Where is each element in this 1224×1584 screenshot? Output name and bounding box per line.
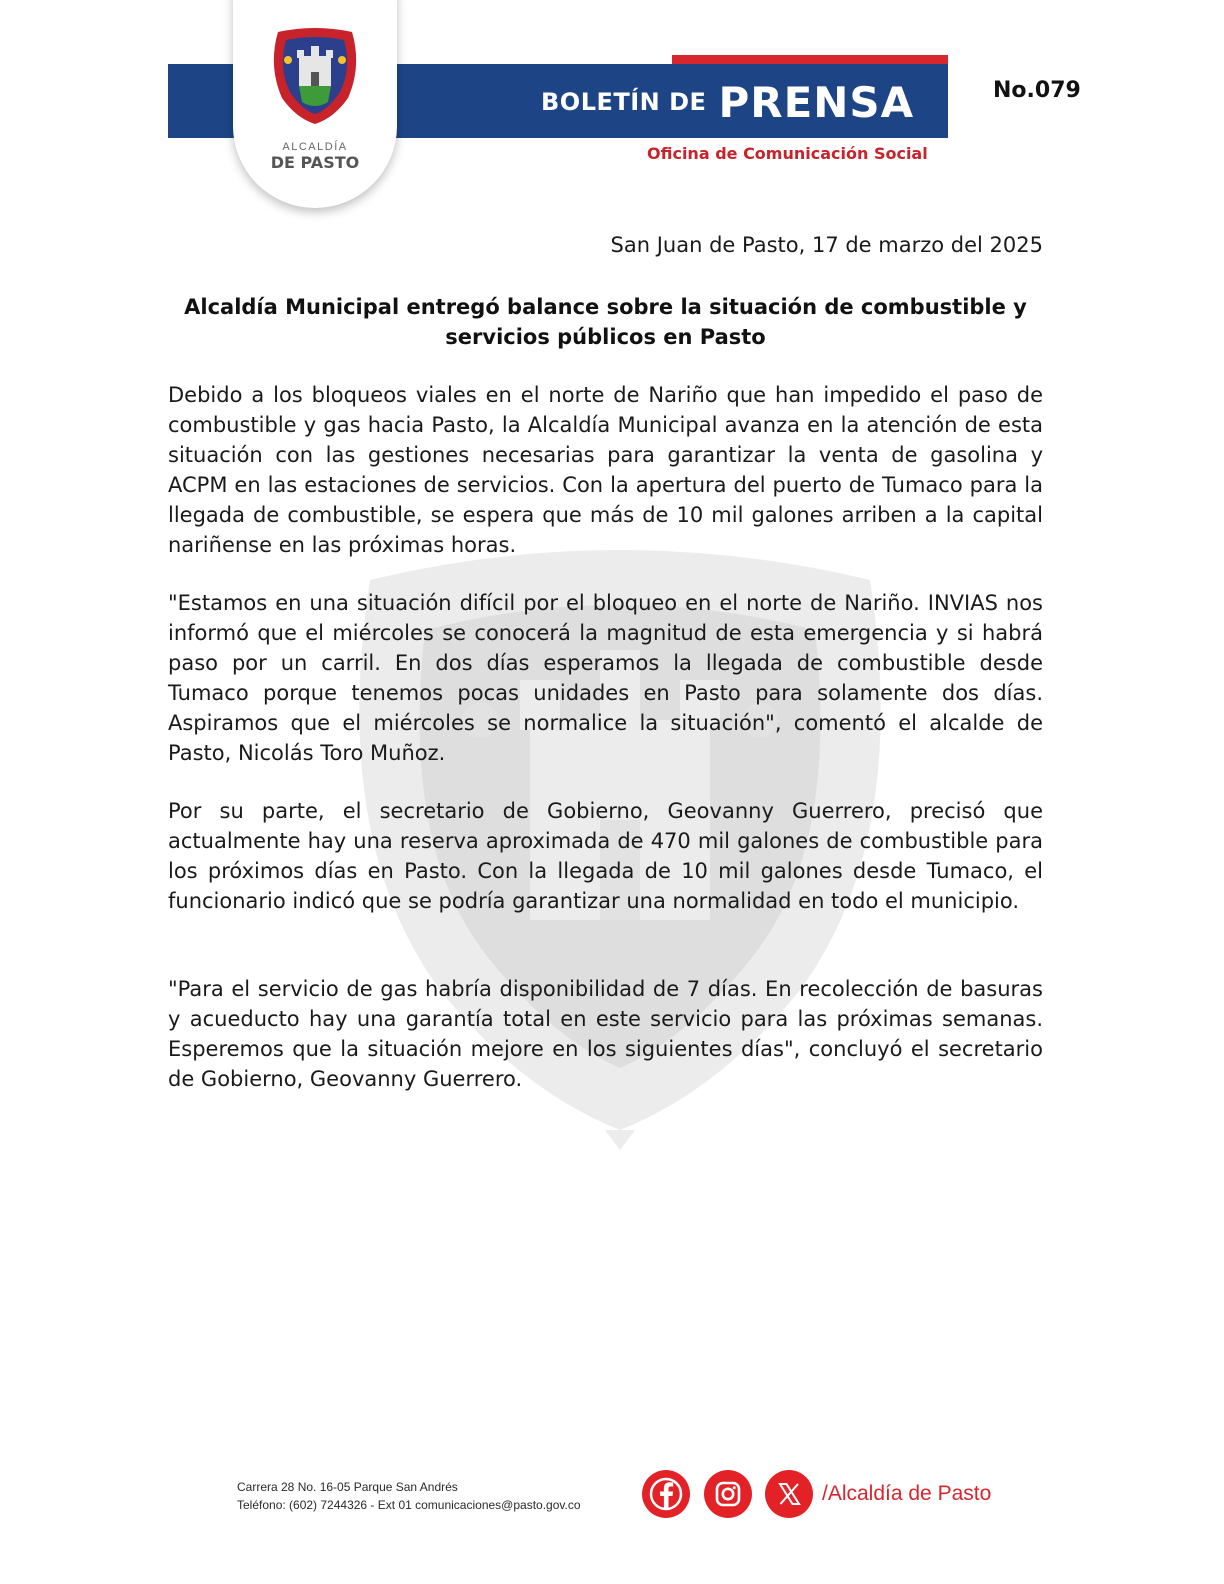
logo-card <box>233 0 397 208</box>
release-date: San Juan de Pasto, 17 de marzo del 2025 <box>610 233 1043 257</box>
office-name: Oficina de Comunicación Social <box>647 144 928 163</box>
bulletin-number: No.079 <box>993 78 1081 103</box>
coat-of-arms-icon <box>268 26 362 126</box>
headline-line-2: servicios públicos en Pasto <box>445 325 766 349</box>
paragraph-2: "Estamos en una situación difícil por el bloqueo en el norte de Nariño. INVIAS nos informó que el miércoles se conocerá la magnitud de esta emergencia y si habrá paso por un carril. En dos días esperamos la llegada de combustible desde Tumaco porque tenemos pocas unidades en Pasto para solamente dos días. Aspiramos que el miércoles se normalice la situación", comentó el alcalde de Pasto, Nicolás Toro Muñoz. <box>168 591 1043 765</box>
x-glyph-icon <box>765 1470 813 1518</box>
bulletin-title-big: PRENSA <box>718 77 915 127</box>
instagram-icon[interactable] <box>704 1470 752 1518</box>
facebook-icon[interactable] <box>642 1470 690 1518</box>
logo-text-alcaldia: ALCALDÍA <box>282 141 348 153</box>
x-icon[interactable] <box>765 1470 813 1518</box>
facebook-glyph-icon <box>642 1470 690 1518</box>
headline <box>168 292 1043 352</box>
bulletin-title-small: BOLETÍN DE <box>541 88 707 116</box>
footer-address <box>237 1478 581 1514</box>
paragraph-1: Debido a los bloqueos viales en el norte de Nariño que han impedido el paso de combustible y gas hacia Pasto, la Alcaldía Municipal avanza en la atención de esta situación con las gestiones necesarias para garantizar la venta de gasolina y ACPM en las estaciones de servicios. Con la apertura del puerto de Tumaco para la llegada de combustible, se espera que más de 10 mil galones arriben a la capital nariñense en las próximas horas. <box>168 383 1043 557</box>
social-handle: /Alcaldía de Pasto <box>822 1482 992 1505</box>
footer-contact-line: Teléfono: (602) 7244326 - Ext 01 comunicaciones@pasto.gov.co <box>237 1498 581 1512</box>
instagram-glyph-icon <box>704 1470 752 1518</box>
paragraph-4: "Para el servicio de gas habría disponibilidad de 7 días. En recolección de basuras y acueducto hay una garantía total en este servicio para las próximas semanas. Esperemos que la situación mejore en los siguientes días", concluyó el secretario de Gobierno, Geovanny Guerrero. <box>168 977 1043 1091</box>
footer-address-line-1: Carrera 28 No. 16-05 Parque San Andrés <box>237 1480 458 1494</box>
headline-line-1: Alcaldía Municipal entregó balance sobre la situación de combustible y <box>184 295 1027 319</box>
paragraph-3: Por su parte, el secretario de Gobierno, Geovanny Guerrero, precisó que actualmente hay una reserva aproximada de 470 mil galones de combustible para los próximos días en Pasto. Con la llegada de 10 mil galones desde Tumaco, el funcionario indicó que se podría garantizar una normalidad en todo el municipio. <box>168 799 1043 913</box>
bulletin-title <box>541 72 914 132</box>
logo-text-de-pasto: DE PASTO <box>270 153 360 172</box>
